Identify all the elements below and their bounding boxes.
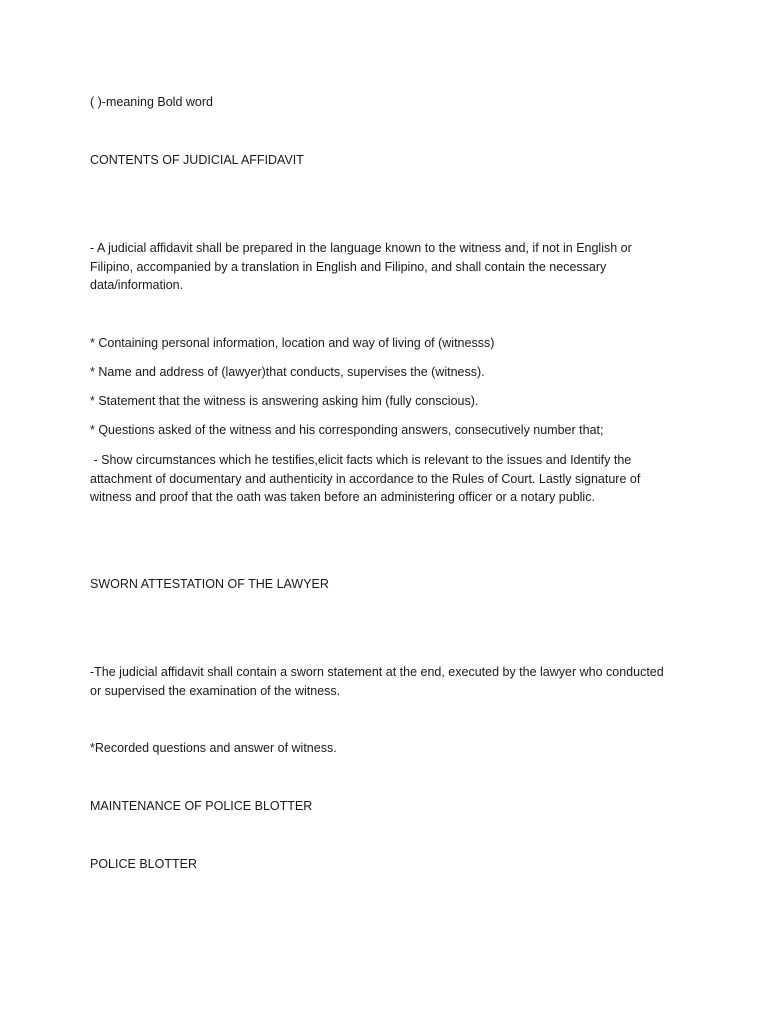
paragraph-line: -The judicial affidavit shall contain a sworn statement at the end, executed by the lawyer who conducted — [90, 665, 664, 679]
bullet-item: * Name and address of (lawyer)that conducts, supervises the (witness). — [90, 365, 485, 379]
section-heading-police-blotter: POLICE BLOTTER — [90, 857, 197, 871]
bullet-item: *Recorded questions and answer of witness. — [90, 741, 337, 755]
paragraph-line: witness and proof that the oath was taken before an administering officer or a notary public. — [90, 490, 595, 504]
paragraph-line: - Show circumstances which he testifies,elicit facts which is relevant to the issues and Identify the — [90, 453, 632, 467]
bullet-item: * Questions asked of the witness and his corresponding answers, consecutively number that; — [90, 423, 604, 437]
section-heading-contents: CONTENTS OF JUDICIAL AFFIDAVIT — [90, 153, 304, 167]
bullet-item: * Containing personal information, location and way of living of (witnesss) — [90, 336, 495, 350]
bold-word-note: ( )-meaning Bold word — [90, 95, 213, 109]
section1-intro-paragraph — [90, 239, 690, 295]
section1-detail-paragraph — [90, 451, 690, 507]
paragraph-line: data/information. — [90, 278, 184, 292]
paragraph-line: - A judicial affidavit shall be prepared in the language known to the witness and, if not in English or — [90, 241, 632, 255]
section-heading-sworn-attestation: SWORN ATTESTATION OF THE LAWYER — [90, 577, 329, 591]
section-heading-maintenance-police-blotter: MAINTENANCE OF POLICE BLOTTER — [90, 799, 313, 813]
paragraph-line: attachment of documentary and authenticity in accordance to the Rules of Court. Lastly signature of — [90, 471, 641, 486]
section2-body-paragraph — [90, 663, 690, 700]
paragraph-line: Filipino, accompanied by a translation in English and Filipino, and shall contain the necessary — [90, 259, 607, 274]
bullet-item: * Statement that the witness is answering asking him (fully conscious). — [90, 394, 479, 408]
paragraph-line: or supervised the examination of the witness. — [90, 683, 341, 698]
